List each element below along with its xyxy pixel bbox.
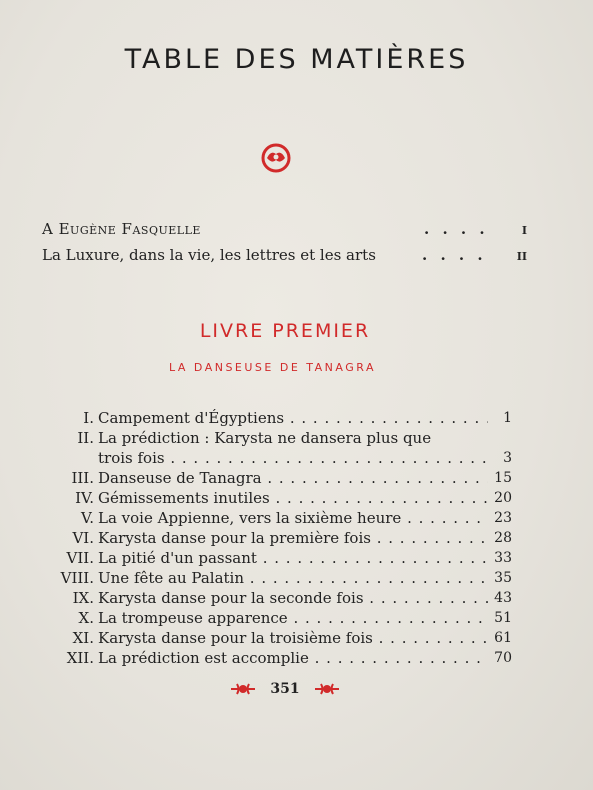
- chapter-title: La trompeuse apparence . . .: [98, 608, 488, 628]
- preface-label: La Luxure, dans la vie, les lettres et les arts: [42, 246, 376, 264]
- chapter-number: IV.: [75, 489, 94, 507]
- page-number-footer: 351: [270, 681, 300, 697]
- chapter-title: La prédiction : Karysta ne dansera plus que: [98, 429, 432, 447]
- page-number: 20: [494, 490, 512, 506]
- chapter-title: La pitié d'un passant . . .: [98, 548, 488, 568]
- page-number: 70: [494, 650, 512, 666]
- leader-dots: . . . .: [424, 220, 489, 238]
- chapter-number: II.: [77, 429, 94, 447]
- chapter-title: Karysta danse pour la seconde fois . . .: [98, 588, 488, 608]
- front-matter-row[interactable]: [42, 220, 527, 246]
- chapter-list: [40, 408, 512, 668]
- chapter-number: VIII.: [60, 569, 94, 587]
- chapter-number: VII.: [66, 549, 94, 567]
- page-title: TABLE DES MATIÈRES: [124, 44, 469, 75]
- chapter-row[interactable]: [40, 428, 512, 448]
- page-number: 33: [494, 550, 512, 566]
- chapter-row[interactable]: [40, 408, 512, 428]
- front-matter: [42, 220, 527, 272]
- page-number: 35: [494, 570, 512, 586]
- section-heading: LIVRE PREMIER: [199, 320, 371, 342]
- leader-dots: . . . .: [422, 246, 487, 264]
- page-number: 15: [494, 470, 512, 486]
- chapter-row[interactable]: [40, 568, 512, 588]
- chapter-number: XI.: [72, 629, 94, 647]
- chapter-row[interactable]: [40, 608, 512, 628]
- chapter-row[interactable]: [40, 528, 512, 548]
- chapter-number: IX.: [72, 589, 94, 607]
- chapter-number: X.: [78, 609, 94, 627]
- chapter-row[interactable]: [40, 448, 512, 468]
- page-number: 61: [494, 630, 512, 646]
- page-number: 1: [503, 410, 512, 426]
- chapter-number: III.: [71, 469, 94, 487]
- chapter-row[interactable]: [40, 548, 512, 568]
- red-fleuron-icon: [229, 678, 262, 697]
- chapter-title: Karysta danse pour la troisième fois . . .: [98, 628, 488, 648]
- section-subtitle: LA DANSEUSE DE TANAGRA: [169, 361, 376, 374]
- page-number: 51: [494, 610, 512, 626]
- chapter-title: trois fois . . .: [98, 448, 488, 468]
- red-rosette-icon: [258, 142, 294, 178]
- chapter-row[interactable]: [40, 508, 512, 528]
- page-footer: [0, 678, 570, 697]
- page-number: II: [516, 250, 527, 263]
- chapter-number: XII.: [66, 649, 94, 667]
- page-number: 23: [494, 510, 512, 526]
- chapter-title: Danseuse de Tanagra . . .: [98, 468, 488, 488]
- page-number: I: [521, 224, 527, 237]
- chapter-title: La voie Appienne, vers la sixième heure . . .: [98, 508, 488, 528]
- chapter-row[interactable]: [40, 648, 512, 668]
- chapter-number: V.: [81, 509, 94, 527]
- chapter-title: Karysta danse pour la première fois . . .: [98, 528, 488, 548]
- chapter-title: Gémissements inutiles . . .: [98, 488, 488, 508]
- dedication-label: A Eugène Fasquelle: [42, 220, 201, 238]
- chapter-title: Campement d'Égyptiens . . .: [98, 408, 488, 428]
- chapter-title: La prédiction est accomplie . . .: [98, 648, 488, 668]
- chapter-number: I.: [83, 409, 94, 427]
- chapter-row[interactable]: [40, 488, 512, 508]
- front-matter-row[interactable]: [42, 246, 527, 272]
- chapter-row[interactable]: [40, 588, 512, 608]
- chapter-row[interactable]: [40, 468, 512, 488]
- page-number: 3: [503, 450, 512, 466]
- red-fleuron-icon: [313, 678, 341, 697]
- chapter-number: VI.: [72, 529, 94, 547]
- chapter-row[interactable]: [40, 628, 512, 648]
- page-number: 43: [494, 590, 512, 606]
- chapter-title: Une fête au Palatin . . .: [98, 568, 488, 588]
- page-number: 28: [494, 530, 512, 546]
